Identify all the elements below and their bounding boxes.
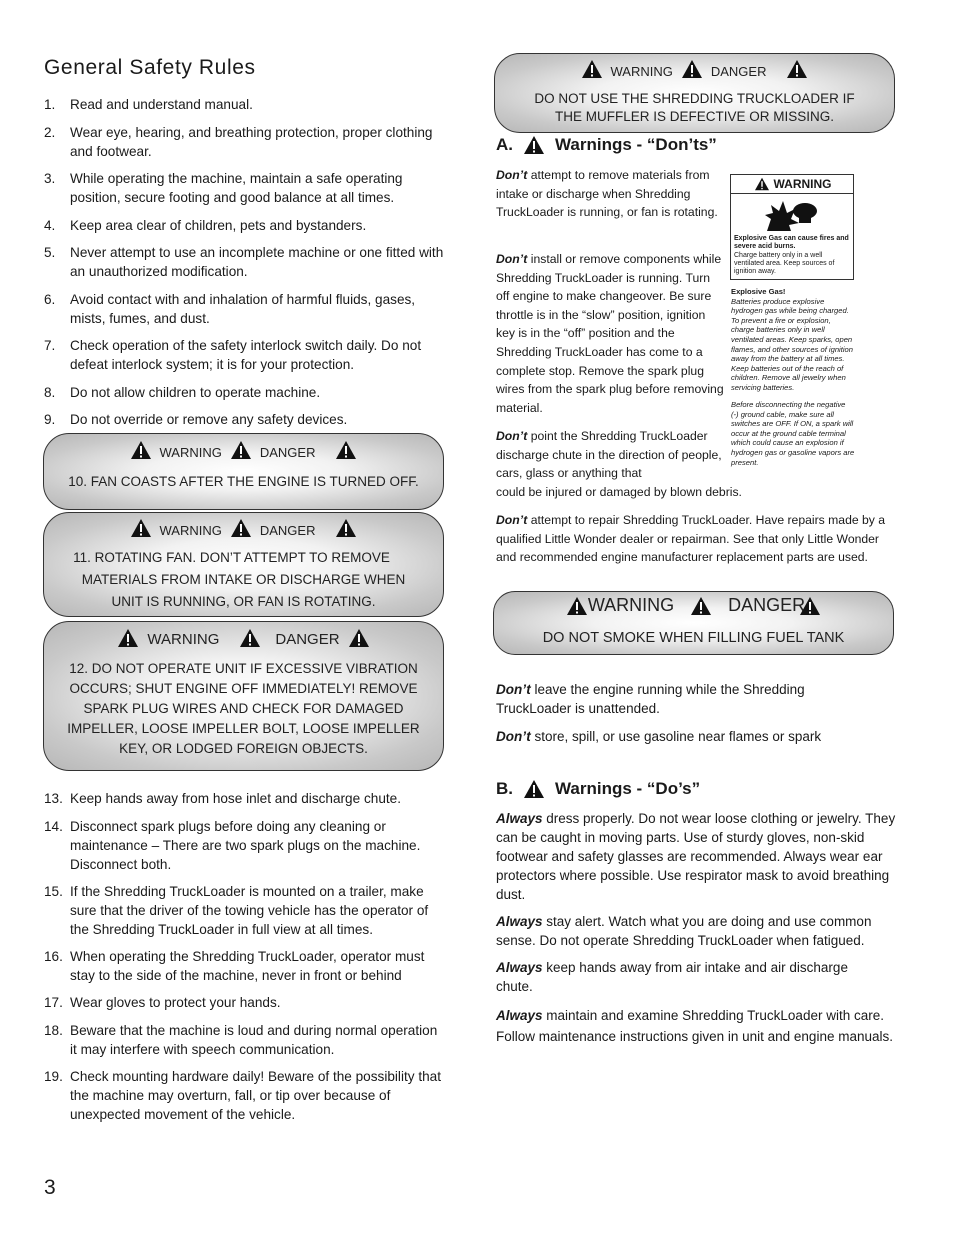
warning-box-fan-coasts xyxy=(43,433,444,510)
warning-triangle-icon xyxy=(690,596,712,616)
battery-label-bold-text: Explosive Gas can cause fires and severe acid burns. xyxy=(734,235,849,250)
warning-line: SPARK PLUG WIRES AND CHECK FOR DAMAGED xyxy=(83,701,404,716)
rule-number: 15. xyxy=(44,884,63,899)
warning-header xyxy=(44,628,443,648)
dont-label: Don’t xyxy=(496,513,528,527)
dont-text-continued: could be injured or damaged by blown debris. xyxy=(496,485,742,499)
danger-label: DANGER xyxy=(728,595,806,615)
rule-text: Do not allow children to operate machine. xyxy=(70,385,321,400)
rule-text: If the Shredding TruckLoader is mounted on a trailer, make sure that the driver of the towing vehicle has the operator of the Shredding TruckLoader in full view at all times. xyxy=(70,884,429,937)
rule-number: 17. xyxy=(44,995,63,1010)
warning-text: 10. FAN COASTS AFTER THE ENGINE IS TURNED OFF. xyxy=(68,474,419,489)
rule-number: 3. xyxy=(44,171,56,186)
rule-text: Disconnect spark plugs before doing any cleaning or maintenance – There are two spark plugs on the machine. Disconnect both. xyxy=(70,819,421,872)
dont-label: Don’t xyxy=(496,252,528,266)
warning-triangle-icon xyxy=(335,518,357,538)
dont-label: Don’t xyxy=(496,729,531,744)
warning-header xyxy=(495,59,894,79)
explosive-gas-text xyxy=(731,287,855,393)
rule-text: Check operation of the safety interlock switch daily. Do not defeat interlock system; it is for your protection. xyxy=(70,338,422,372)
rule-number: 5. xyxy=(44,245,56,260)
dont-paragraph xyxy=(496,727,896,746)
section-letter: B. xyxy=(496,779,513,798)
rule-number: 18. xyxy=(44,1023,63,1038)
dont-text: leave the engine running while the Shredding TruckLoader is unattended. xyxy=(496,682,805,716)
dont-paragraph xyxy=(496,166,722,222)
warning-triangle-icon xyxy=(753,177,771,191)
warning-box-smoke xyxy=(493,591,894,655)
warning-header xyxy=(494,595,893,616)
battery-warning-label xyxy=(730,174,854,280)
rule-text: Wear eye, hearing, and breathing protection, proper clothing and footwear. xyxy=(70,125,433,159)
warning-triangle-icon xyxy=(566,596,588,616)
page-number: 3 xyxy=(44,1176,56,1199)
warning-line: THE MUFFLER IS DEFECTIVE OR MISSING. xyxy=(554,109,835,124)
dont-paragraph xyxy=(496,427,722,483)
always-label: Always xyxy=(496,960,543,975)
rule-text: Check mounting hardware daily! Beware of the possibility that the machine may overturn, fall, or tip over because of unexpected movement of the vehicle. xyxy=(70,1069,442,1122)
battery-label-title-text: WARNING xyxy=(773,177,832,191)
warning-line: UNIT IS RUNNING, OR FAN IS ROTATING. xyxy=(111,594,376,609)
warning-header xyxy=(44,518,443,538)
rule-number: 19. xyxy=(44,1069,63,1084)
rule-text: Do not override or remove any safety devices. xyxy=(70,412,348,427)
rule-text: Keep area clear of children, pets and bystanders. xyxy=(70,218,367,233)
danger-label: DANGER xyxy=(259,523,316,538)
warning-triangle-icon xyxy=(523,778,545,800)
warning-triangle-icon xyxy=(523,134,545,156)
warning-triangle-icon xyxy=(348,628,370,648)
section-title: Warnings - “Don’ts” xyxy=(555,135,717,154)
warning-line: OCCURS; SHUT ENGINE OFF IMMEDIATELY! REMOVE xyxy=(69,681,418,696)
explosive-gas-heading: Explosive Gas! xyxy=(731,287,786,296)
always-label: Always xyxy=(496,1008,543,1023)
warning-line: 12. DO NOT OPERATE UNIT IF EXCESSIVE VIBRATION xyxy=(69,661,418,676)
rule-number: 16. xyxy=(44,949,63,964)
always-text: maintain and examine Shredding TruckLoader with care. Follow maintenance instructions given in unit and engine manuals. xyxy=(496,1008,893,1044)
rule-number: 4. xyxy=(44,218,56,233)
warning-text xyxy=(495,90,894,126)
warning-label: WARNING xyxy=(610,64,673,79)
warning-triangle-icon xyxy=(230,440,252,460)
warning-triangle-icon xyxy=(799,596,821,616)
dont-text: install or remove components while Shredding TruckLoader is running. Turn off engine to make changeover. Be sure throttle is in the “slow” position, ignition key is in the “off” position and the Shredding TruckLoader has come to a complete stop. Remove the spark plug wires from the spark plug before removing material. xyxy=(496,252,724,415)
rule-text: Wear gloves to protect your hands. xyxy=(70,995,281,1010)
warning-text xyxy=(44,547,443,613)
dont-label: Don’t xyxy=(496,168,528,182)
warning-box-muffler xyxy=(494,53,895,133)
always-label: Always xyxy=(496,811,543,826)
warning-triangle-icon xyxy=(130,518,152,538)
rule-number: 7. xyxy=(44,338,56,353)
rule-text: Never attempt to use an incomplete machine or one fitted with an unauthorized modification. xyxy=(70,245,444,279)
rule-number: 9. xyxy=(44,412,56,427)
dont-paragraph xyxy=(496,511,896,567)
warning-triangle-icon xyxy=(230,518,252,538)
warning-triangle-icon xyxy=(335,440,357,460)
ground-cable-text: Before disconnecting the negative (-) ground cable, make sure all switches are OFF. If ON, a spark will occur at the ground cable terminal which could cause an explosion if hydrogen gas or gasoline vapors are present. xyxy=(731,400,855,467)
explosion-icon xyxy=(761,197,821,233)
rule-text: While operating the machine, maintain a safe operating position, secure footing and good balance at all times. xyxy=(70,171,403,205)
always-paragraph xyxy=(496,958,876,996)
rule-number: 8. xyxy=(44,385,56,400)
rule-text: Read and understand manual. xyxy=(70,97,253,112)
always-label: Always xyxy=(496,914,543,929)
danger-label: DANGER xyxy=(275,631,340,648)
warning-triangle-icon xyxy=(239,628,261,648)
section-title: Warnings - “Do’s” xyxy=(555,779,701,798)
always-text: dress properly. Do not wear loose clothing or jewelry. They can be caught in moving parts. Use of sturdy gloves, non-skid footwear and safety glasses are recommended. Always wear ear protectors where possible. Use respirator mask to avoid breathing dust. xyxy=(496,811,896,902)
battery-label-text: Charge battery only in a well ventilated area. Keep sources of ignition away. xyxy=(734,252,835,275)
section-b-heading xyxy=(496,778,700,800)
rule-text: Keep hands away from hose inlet and discharge chute. xyxy=(70,791,401,806)
dont-label: Don’t xyxy=(496,429,528,443)
explosive-gas-para: Batteries produce explosive hydrogen gas while being charged. To prevent a fire or explosion, charge batteries only in well ventilated areas. Keep sparks, open flames, and other sources of ignition away from the battery at all times. Keep batteries out of the reach of children. Remove all jewelry when servicing batteries. xyxy=(731,296,853,392)
warning-text xyxy=(44,659,443,759)
danger-label: DANGER xyxy=(710,64,767,79)
dont-text: attempt to repair Shredding TruckLoader. Have repairs made by a qualified Little Wonder dealer or repairman. See that only Little Wonder and recommended engine manufacturer replacement parts are used. xyxy=(496,513,886,565)
always-text: keep hands away from air intake and air discharge chute. xyxy=(496,960,848,994)
warning-line: 11. ROTATING FAN. DON’T ATTEMPT TO REMOVE xyxy=(73,550,390,565)
rule-text: Beware that the machine is loud and during normal operation it may interfere with speech communication. xyxy=(70,1023,438,1057)
dont-label: Don’t xyxy=(496,682,531,697)
warning-line: IMPELLER, LOOSE IMPELLER BOLT, LOOSE IMPELLER xyxy=(67,721,420,736)
warning-header xyxy=(44,440,443,460)
rule-number: 2. xyxy=(44,125,56,140)
warning-triangle-icon xyxy=(581,59,603,79)
dont-text: attempt to remove materials from intake or discharge when Shredding TruckLoader is running, or fan is rotating. xyxy=(496,168,718,220)
warning-text: DO NOT SMOKE WHEN FILLING FUEL TANK xyxy=(542,630,845,646)
section-letter: A. xyxy=(496,135,513,154)
warning-label: WARNING xyxy=(159,523,222,538)
warning-triangle-icon xyxy=(786,59,808,79)
always-paragraph xyxy=(496,809,896,904)
warning-label: WARNING xyxy=(147,631,220,648)
always-text: stay alert. Watch what you are doing and use common sense. Do not operate Shredding TruckLoader when fatigued. xyxy=(496,914,872,948)
danger-label: DANGER xyxy=(259,445,316,460)
warning-line: DO NOT USE THE SHREDDING TRUCKLOADER IF xyxy=(534,91,855,106)
dont-paragraph xyxy=(496,250,724,417)
rule-number: 1. xyxy=(44,97,56,112)
warning-label: WARNING xyxy=(587,595,675,615)
always-paragraph xyxy=(496,1006,896,1047)
rule-number: 14. xyxy=(44,819,63,834)
always-paragraph xyxy=(496,912,896,950)
rule-number: 6. xyxy=(44,292,56,307)
warning-box-vibration xyxy=(43,621,444,771)
dont-text: store, spill, or use gasoline near flames or spark xyxy=(530,729,822,744)
dont-paragraph xyxy=(496,680,876,718)
page-title: General Safety Rules xyxy=(44,56,256,79)
dont-text: point the Shredding TruckLoader discharge chute in the direction of people, cars, glass or anything that xyxy=(496,429,722,481)
warning-triangle-icon xyxy=(681,59,703,79)
warning-label: WARNING xyxy=(159,445,222,460)
rule-number: 13. xyxy=(44,791,63,806)
battery-label-title xyxy=(731,175,853,194)
warning-line: KEY, OR LODGED FOREIGN OBJECTS. xyxy=(119,741,368,756)
warning-triangle-icon xyxy=(117,628,139,648)
rule-text: When operating the Shredding TruckLoader, operator must stay to the side of the machine, never in front or behind xyxy=(70,949,425,983)
section-a-heading xyxy=(496,134,717,156)
warning-box-rotating-fan xyxy=(43,512,444,617)
rule-text: Avoid contact with and inhalation of harmful fluids, gases, mists, fumes, and dust. xyxy=(70,292,416,326)
warning-line: MATERIALS FROM INTAKE OR DISCHARGE WHEN xyxy=(81,572,406,587)
warning-triangle-icon xyxy=(130,440,152,460)
